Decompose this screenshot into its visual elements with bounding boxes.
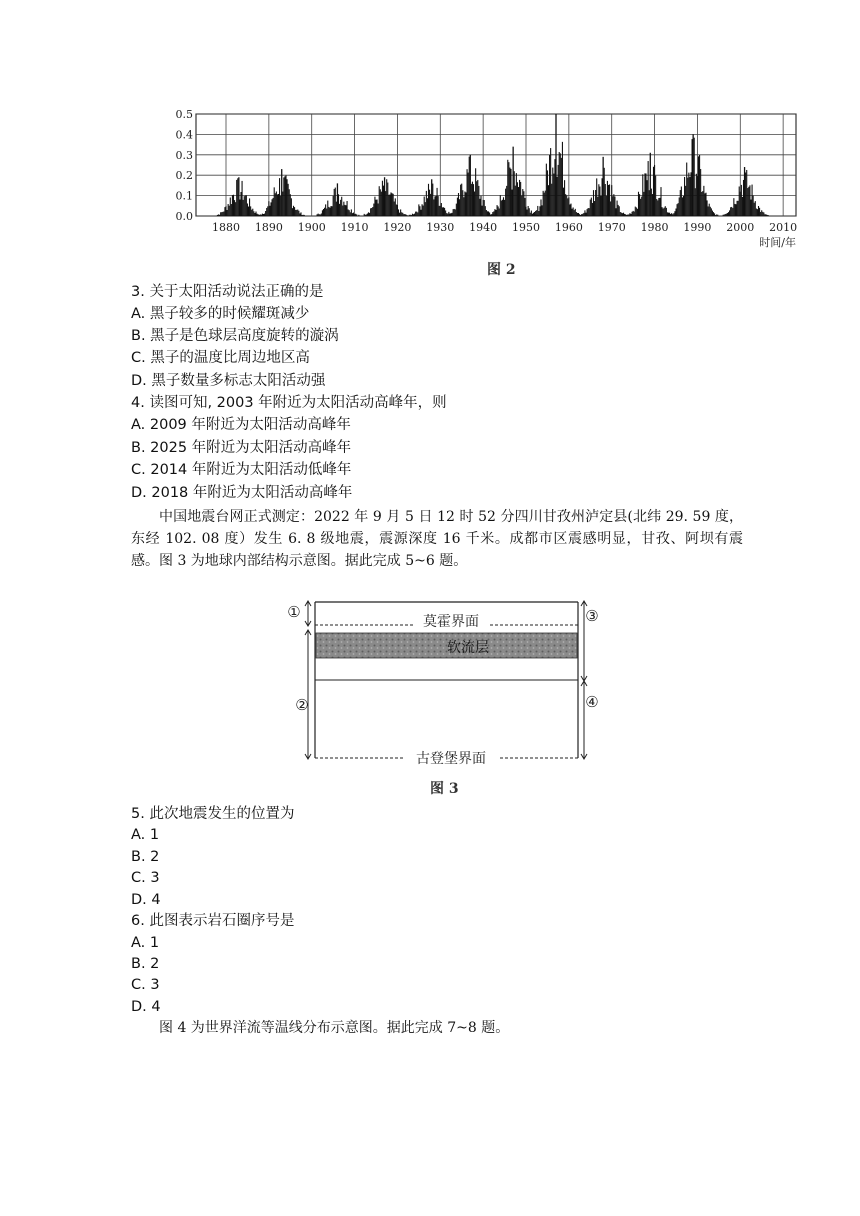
- q5-option-b: B. 2: [131, 849, 160, 865]
- quake-intro-paragraph: [131, 506, 743, 572]
- x-tick-label: 1940: [469, 221, 498, 234]
- x-tick-label: 1890: [254, 221, 283, 234]
- moho-label: 莫霍界面: [423, 614, 479, 630]
- q4-option-b: B. 2025 年附近为太阳活动高峰年: [131, 440, 352, 456]
- x-tick-label: 2000: [726, 221, 755, 234]
- q3-option-a: A. 黑子较多的时候耀斑减少: [131, 306, 310, 322]
- x-tick-label: 1920: [383, 221, 412, 234]
- q5-option-d: D. 4: [131, 892, 161, 908]
- label-4: ④: [585, 693, 599, 711]
- q6-option-b: B. 2: [131, 956, 160, 972]
- q4-stem: 4. 读图可知, 2003 年附近为太阳活动高峰年，则: [131, 395, 447, 411]
- label-1: ①: [287, 603, 301, 621]
- q4-option-c: C. 2014 年附近为太阳活动低峰年: [131, 462, 352, 478]
- figure-3-caption: 图 3: [430, 781, 459, 797]
- gutenberg-label: 古登堡界面: [416, 751, 486, 767]
- figure-3: [283, 596, 603, 772]
- y-tick-label: 0.5: [175, 108, 193, 121]
- x-tick-label: 1950: [512, 221, 540, 234]
- y-tick-label: 0.1: [175, 189, 193, 203]
- x-axis-label: 时间/年: [759, 236, 796, 249]
- q6-option-c: C. 3: [131, 977, 160, 993]
- y-tick-label: 0.4: [175, 128, 193, 142]
- q3-stem: 3. 关于太阳活动说法正确的是: [131, 284, 324, 300]
- x-tick-label: 1900: [297, 221, 326, 234]
- x-tick-label: 1930: [426, 221, 455, 234]
- label-3: ③: [585, 607, 599, 625]
- q4-option-d: D. 2018 年附近为太阳活动高峰年: [131, 485, 353, 501]
- q3-option-c: C. 黑子的温度比周边地区高: [131, 350, 310, 366]
- q5-stem: 5. 此次地震发生的位置为: [131, 806, 295, 822]
- q3-option-d: D. 黑子数量多标志太阳活动强: [131, 373, 326, 389]
- x-tick-label: 1960: [554, 221, 583, 234]
- figure-3-diagram: [283, 596, 603, 772]
- y-tick-label: 0.0: [175, 210, 193, 223]
- asthenosphere-label: 软流层: [447, 640, 489, 656]
- q5-option-a: A. 1: [131, 827, 160, 843]
- x-tick-label: 1880: [212, 221, 240, 234]
- q3-option-b: B. 黑子是色球层高度旋转的漩涡: [131, 328, 339, 344]
- q5-option-c: C. 3: [131, 870, 160, 886]
- quake-intro-text: 中国地震台网正式测定：2022 年 9 月 5 日 12 时 52 分四川甘孜州泸定县(北纬 29. 59 度，东经 102. 08 度）发生 6. 8 级地震，震源深度 16 千米。成都市区震感明显，甘孜、阿坝有震感。图 3 为地球内部结构示意图。据此完成 5~6 题。: [131, 509, 743, 569]
- y-tick-label: 0.2: [175, 169, 193, 183]
- x-tick-label: 1970: [597, 221, 626, 234]
- q6-option-d: D. 4: [131, 999, 161, 1015]
- label-2: ②: [295, 696, 309, 714]
- y-tick-label: 0.3: [175, 148, 193, 162]
- q6-stem: 6. 此图表示岩石圈序号是: [131, 913, 295, 929]
- ocean-intro-paragraph: [131, 1017, 743, 1039]
- ocean-intro-text: 图 4 为世界洋流等温线分布示意图。据此完成 7~8 题。: [159, 1020, 510, 1036]
- figure-2-chart: [170, 92, 810, 252]
- q6-option-a: A. 1: [131, 935, 160, 951]
- x-tick-label: 2010: [769, 221, 798, 234]
- x-tick-label: 1910: [340, 221, 369, 234]
- figure-2-caption: 图 2: [487, 262, 516, 278]
- q4-option-a: A. 2009 年附近为太阳活动高峰年: [131, 417, 351, 433]
- x-tick-label: 1990: [683, 221, 712, 234]
- x-tick-label: 1980: [640, 221, 669, 234]
- figure-2: [170, 92, 810, 252]
